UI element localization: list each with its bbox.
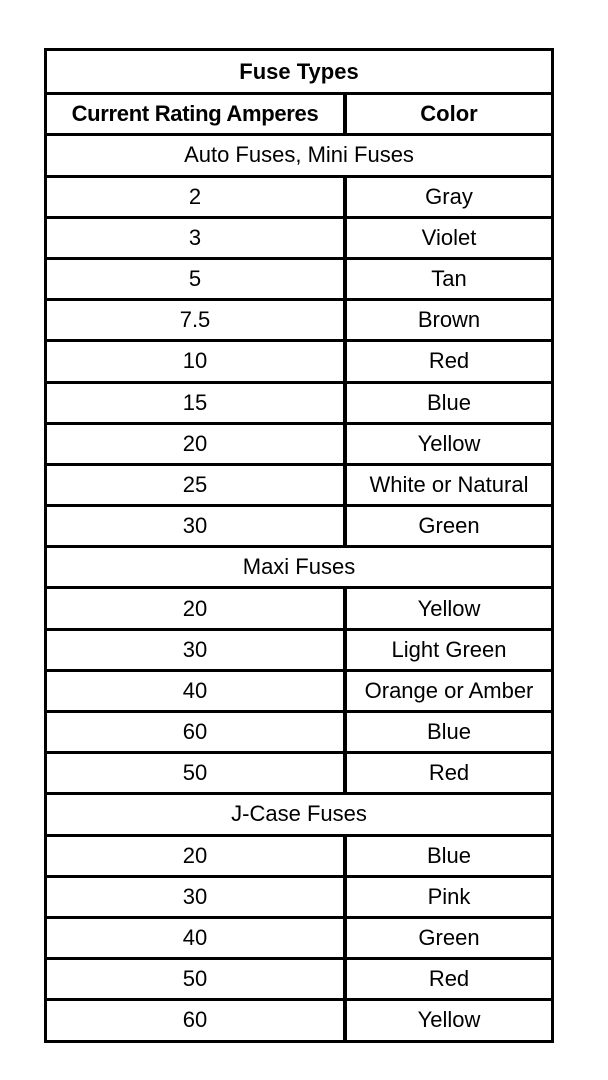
- color-cell: Blue: [426, 719, 472, 745]
- color-cell: White or Natural: [369, 471, 529, 497]
- table-row: [47, 339, 551, 380]
- amperage-cell: 15: [47, 384, 347, 422]
- amperage-cell: 5: [47, 260, 347, 298]
- amperage-cell: 50: [47, 754, 347, 792]
- table-row: [47, 463, 551, 504]
- color-header: Color: [420, 101, 478, 127]
- amperage-cell: 20: [47, 837, 347, 875]
- color-cell: Blue: [426, 842, 472, 868]
- amperage-cell: 50: [47, 960, 347, 998]
- color-cell: Green: [418, 925, 480, 951]
- table-row: [47, 628, 551, 669]
- amperage-cell: 40: [47, 919, 347, 957]
- color-cell: Brown: [417, 307, 481, 333]
- table-row: [47, 916, 551, 957]
- color-cell: Green: [418, 513, 480, 539]
- color-cell: Blue: [426, 389, 472, 415]
- table-row: [47, 175, 551, 216]
- table-row: [47, 298, 551, 339]
- amperage-cell: 20: [47, 589, 347, 627]
- amperage-cell: 20: [47, 425, 347, 463]
- table-row: [47, 710, 551, 751]
- table-row: [47, 834, 551, 875]
- table-row: [47, 381, 551, 422]
- table-title-row: [47, 51, 551, 92]
- color-cell: Pink: [427, 883, 471, 909]
- color-cell: Red: [428, 966, 470, 992]
- section-name: Auto Fuses, Mini Fuses: [184, 142, 414, 168]
- amperage-cell: 25: [47, 466, 347, 504]
- color-cell: Red: [428, 760, 470, 786]
- column-header-row: [47, 92, 551, 133]
- color-cell: Violet: [421, 224, 477, 250]
- section-header-row: [47, 545, 551, 586]
- table-row: [47, 422, 551, 463]
- amperage-cell: 2: [47, 178, 347, 216]
- amperage-cell: 3: [47, 219, 347, 257]
- color-cell: Red: [428, 348, 470, 374]
- amperage-cell: 30: [47, 507, 347, 545]
- table-body: [47, 133, 551, 1039]
- amperage-cell: 60: [47, 713, 347, 751]
- section-header-row: [47, 133, 551, 174]
- table-row: [47, 998, 551, 1039]
- table-row: [47, 586, 551, 627]
- color-cell: Yellow: [417, 1007, 481, 1033]
- color-cell: Yellow: [417, 430, 481, 456]
- table-row: [47, 875, 551, 916]
- table-row: [47, 669, 551, 710]
- amperage-cell: 30: [47, 878, 347, 916]
- table-title: Fuse Types: [239, 58, 359, 84]
- amperage-cell: 30: [47, 631, 347, 669]
- table-row: [47, 504, 551, 545]
- amperage-cell: 60: [47, 1001, 347, 1039]
- fuse-types-table: [44, 48, 554, 1043]
- color-cell: Light Green: [391, 636, 507, 662]
- section-header-row: [47, 792, 551, 833]
- table-row: [47, 751, 551, 792]
- current-rating-header: Current Rating Amperes: [47, 95, 347, 133]
- color-cell: Yellow: [417, 595, 481, 621]
- section-name: Maxi Fuses: [242, 554, 356, 580]
- color-cell: Gray: [425, 183, 473, 209]
- amperage-cell: 10: [47, 342, 347, 380]
- section-name: J-Case Fuses: [231, 801, 367, 827]
- table-row: [47, 257, 551, 298]
- color-cell: Tan: [431, 266, 467, 292]
- amperage-cell: 7.5: [47, 301, 347, 339]
- table-row: [47, 216, 551, 257]
- color-cell: Orange or Amber: [364, 677, 534, 703]
- table-row: [47, 957, 551, 998]
- amperage-cell: 40: [47, 672, 347, 710]
